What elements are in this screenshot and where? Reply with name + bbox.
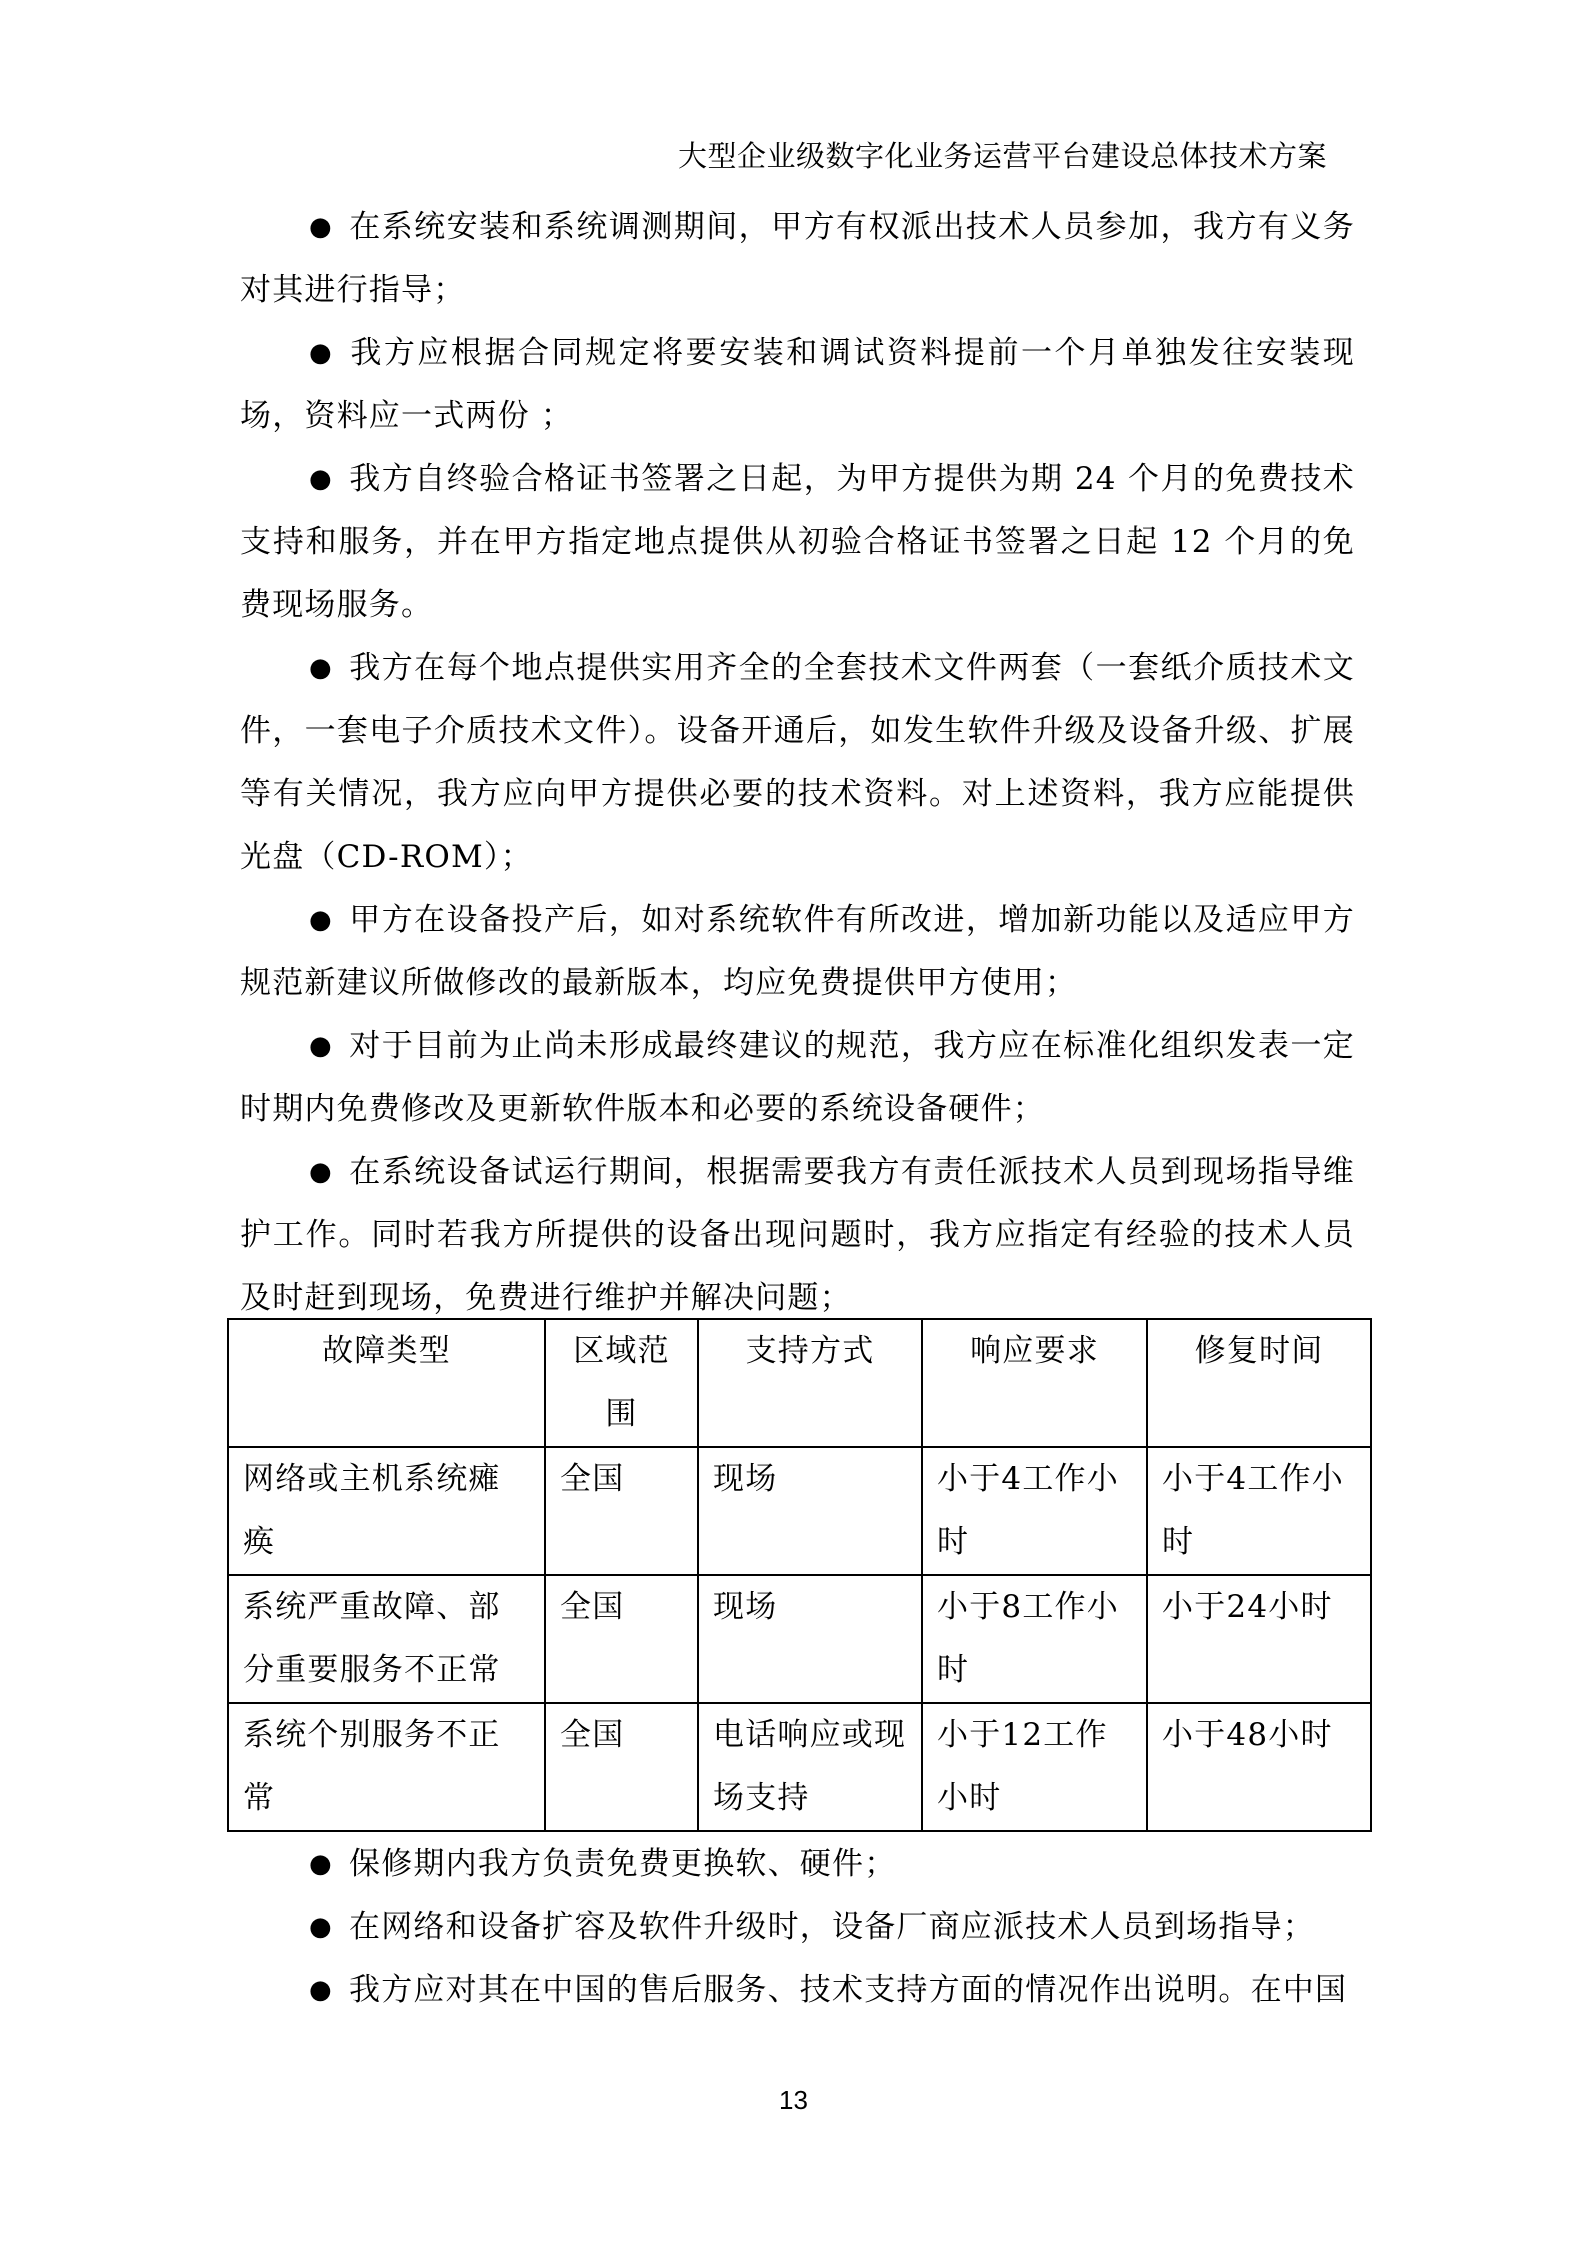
bullet-paragraph [240,1959,1355,2022]
header-response-requirement: 响应要求 [922,1319,1147,1447]
paragraph-text: 在系统安装和系统调测期间，甲方有权派出技术人员参加，我方有义务对其进行指导； [240,209,1355,308]
bullet-paragraph [240,322,1355,448]
bullet-icon: ● [309,1157,333,1187]
bullet-paragraph [240,889,1355,1015]
cell-repair-time: 小于48小时 [1147,1703,1371,1831]
table-row [228,1703,1371,1831]
cell-repair-time: 小于4工作小时 [1147,1447,1371,1575]
cell-region: 全国 [545,1447,698,1575]
fault-response-table [227,1318,1372,1832]
paragraph-text: 我方在每个地点提供实用齐全的全套技术文件两套（一套纸介质技术文件，一套电子介质技术文件）。设备开通后，如发生软件升级及设备升级、扩展等有关情况，我方应向甲方提供必要的技术资料。对上述资料，我方应能提供光盘（CD-ROM）； [240,650,1355,875]
table-row [228,1447,1371,1575]
cell-fault-type: 系统严重故障、部分重要服务不正常 [228,1575,545,1703]
cell-region: 全国 [545,1703,698,1831]
cell-response-requirement: 小于4工作小时 [922,1447,1147,1575]
paragraph-text: 对于目前为止尚未形成最终建议的规范，我方应在标准化组织发表一定时期内免费修改及更新软件版本和必要的系统设备硬件； [240,1028,1355,1127]
cell-fault-type: 网络或主机系统瘫痪 [228,1447,545,1575]
table-header-row [228,1319,1371,1447]
header-support-method: 支持方式 [698,1319,922,1447]
table-row [228,1575,1371,1703]
bullet-icon: ● [309,338,333,368]
bullet-icon: ● [309,1031,333,1061]
bullet-icon: ● [309,1912,333,1942]
bullet-paragraph [240,1833,1355,1896]
cell-support-method: 现场 [698,1575,922,1703]
body-text-after-table [240,1833,1355,2022]
paragraph-text: 甲方在设备投产后，如对系统软件有所改进，增加新功能以及适应甲方规范新建议所做修改的最新版本，均应免费提供甲方使用； [240,902,1355,1001]
cell-repair-time: 小于24小时 [1147,1575,1371,1703]
cell-support-method: 电话响应或现场支持 [698,1703,922,1831]
bullet-icon: ● [309,212,333,242]
bullet-paragraph [240,1896,1355,1959]
bullet-paragraph [240,1015,1355,1141]
bullet-icon: ● [309,905,333,935]
paragraph-text: 我方自终验合格证书签署之日起，为甲方提供为期 24 个月的免费技术支持和服务，并在甲方指定地点提供从初验合格证书签署之日起 12 个月的免费现场服务。 [240,461,1355,623]
cell-response-requirement: 小于12工作小时 [922,1703,1147,1831]
bullet-icon: ● [309,464,333,494]
paragraph-text: 在网络和设备扩容及软件升级时，设备厂商应派技术人员到场指导； [349,1909,1315,1945]
bullet-paragraph [240,637,1355,889]
paragraph-text: 在系统设备试运行期间，根据需要我方有责任派技术人员到现场指导维护工作。同时若我方所提供的设备出现问题时，我方应指定有经验的技术人员及时赶到现场，免费进行维护并解决问题； [240,1154,1355,1316]
body-text [240,196,1355,1330]
cell-region: 全国 [545,1575,698,1703]
paragraph-text: 保修期内我方负责免费更换软、硬件； [349,1846,897,1882]
page-number: 13 [779,2085,808,2115]
header-fault-type: 故障类型 [228,1319,545,1447]
bullet-icon: ● [309,1975,333,2005]
bullet-icon: ● [309,1849,333,1879]
paragraph-text: 我方应对其在中国的售后服务、技术支持方面的情况作出说明。在中国 [349,1972,1348,2008]
cell-fault-type: 系统个别服务不正常 [228,1703,545,1831]
bullet-icon: ● [309,653,333,683]
cell-response-requirement: 小于8工作小时 [922,1575,1147,1703]
page-header: 大型企业级数字化业务运营平台建设总体技术方案 [677,139,1327,173]
paragraph-text: 我方应根据合同规定将要安装和调试资料提前一个月单独发往安装现场，资料应一式两份 ； [240,335,1355,434]
bullet-paragraph [240,196,1355,322]
header-region: 区域范围 [545,1319,698,1447]
header-repair-time: 修复时间 [1147,1319,1371,1447]
bullet-paragraph [240,448,1355,637]
bullet-paragraph [240,1141,1355,1330]
cell-support-method: 现场 [698,1447,922,1575]
